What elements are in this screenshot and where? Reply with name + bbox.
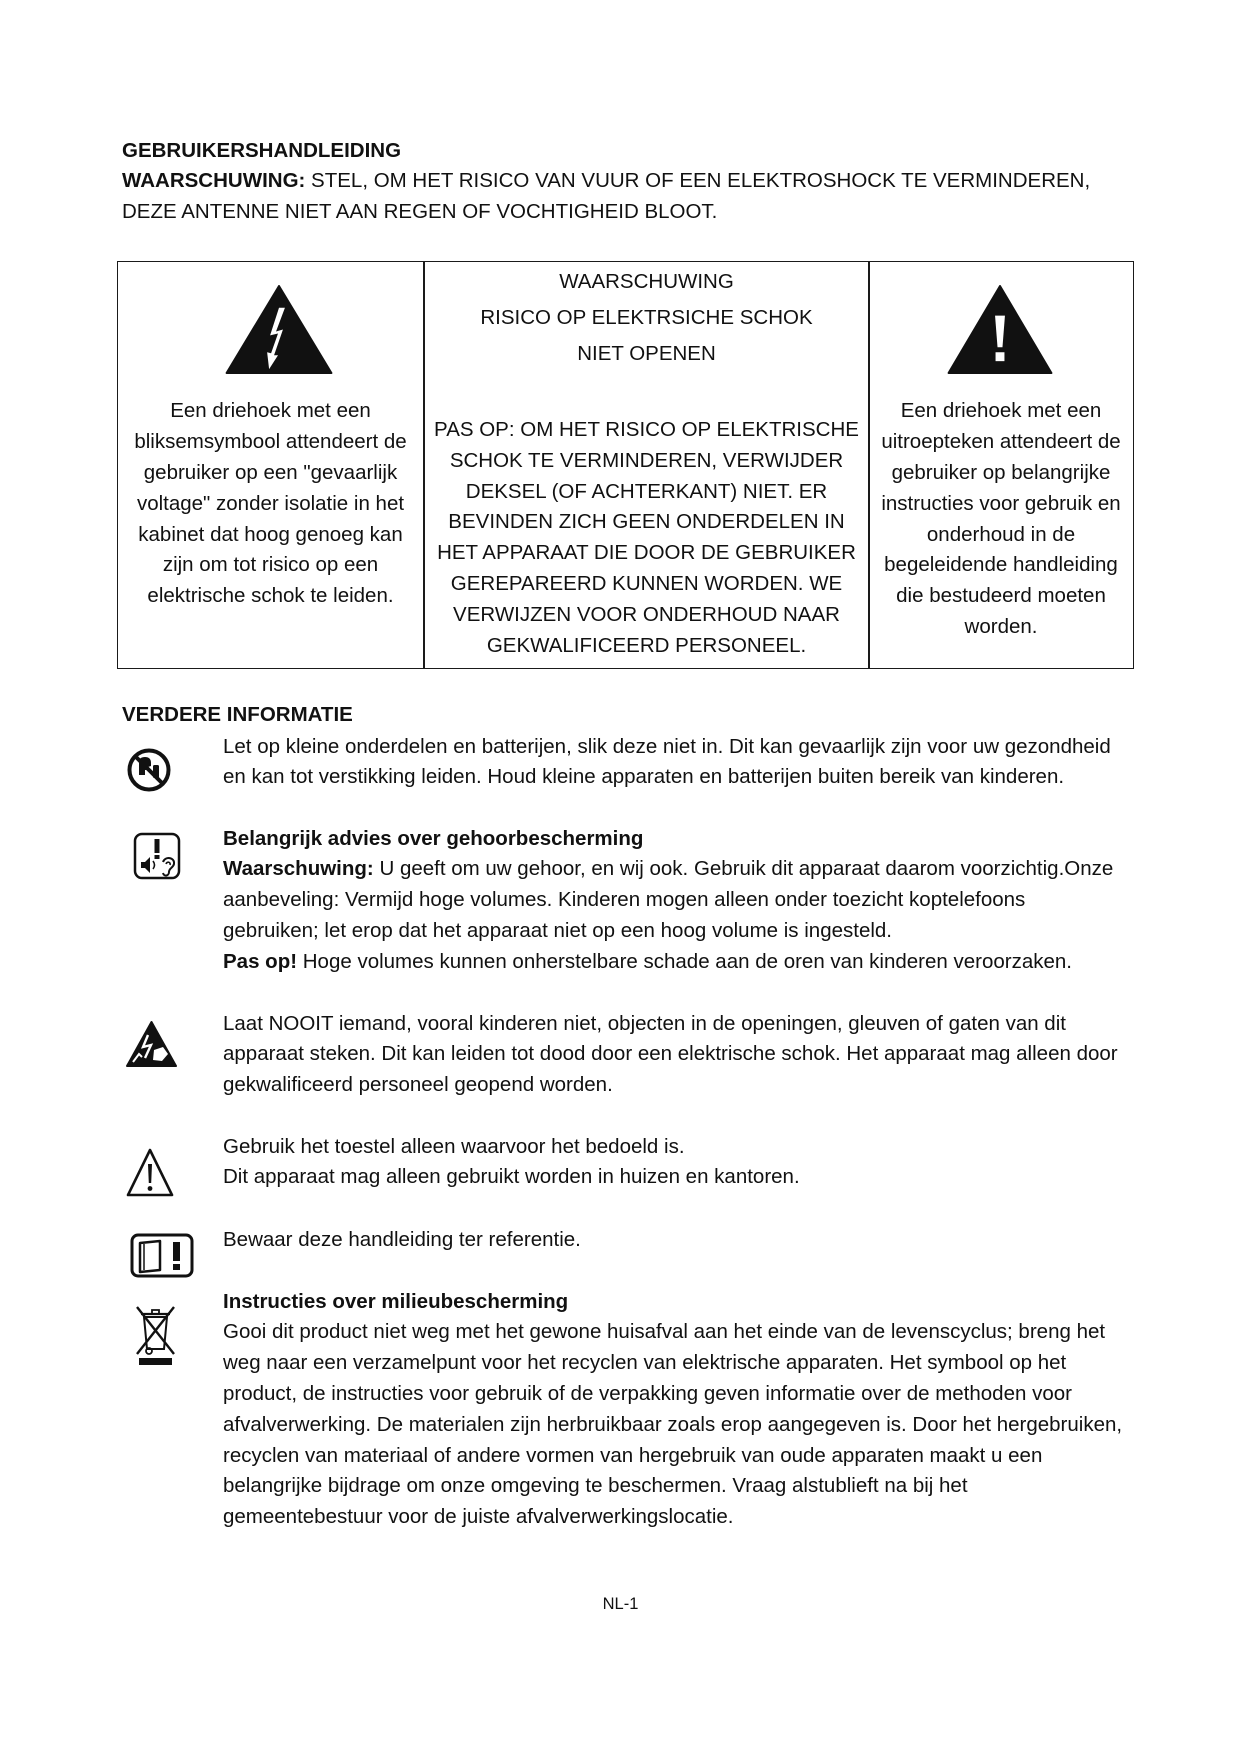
hearing-heading: Belangrijk advies over gehoorbescherming (223, 826, 644, 850)
paragraph-line: gekwalificeerd personeel geopend worden. (223, 1073, 613, 1097)
paragraph-line: en kan tot verstikking leiden. Houd kleine apparaten en batterijen buiten bereik van kinderen. (223, 765, 1065, 789)
warning-label: WAARSCHUWING: (122, 169, 306, 193)
paragraph-line: Let op kleine onderdelen en batterijen, slik deze niet in. Dit kan gevaarlijk zijn voor uw gezondheid (223, 734, 1111, 758)
middle-cell-line: GEREPAREERD KUNNEN WORDEN. WE (450, 571, 843, 595)
page-number: NL-1 (602, 1595, 639, 1613)
further-info-heading: VERDERE INFORMATIE (122, 702, 353, 726)
middle-cell-line: SCHOK TE VERMINDEREN, VERWIJDER (449, 448, 844, 472)
paragraph-line (223, 854, 1113, 885)
left-cell-text (118, 396, 423, 612)
paragraph-line: apparaat steken. Dit kan leiden tot dood door een elektrische schok. Het apparaat mag alleen door (223, 1042, 1118, 1066)
document-title: GEBRUIKERSHANDLEIDING (122, 138, 402, 162)
paragraph-line: Gooi dit product niet weg met het gewone huisafval aan het einde van de levenscyclus; breng het (223, 1320, 1106, 1344)
paragraph-line: Laat NOOIT iemand, vooral kinderen niet, objecten in de openingen, gleuven of gaten van dit (223, 1011, 1066, 1035)
middle-heading-line: NIET OPENEN (577, 342, 716, 366)
left-cell-line: gebruiker op een "gevaarlijk (143, 460, 398, 484)
intended-use-text (223, 1132, 800, 1194)
lightning-triangle-icon (224, 284, 334, 375)
hearing-warning-text: U geeft om uw gehoor, en wij ook. Gebruik dit apparaat daarom voorzichtig.Onze (379, 857, 1114, 881)
no-small-parts-icon (126, 747, 172, 793)
caution-label: Pas op! (223, 949, 298, 973)
manual-icon (130, 1233, 194, 1278)
paragraph-line: afvalverwerking. De materialen zijn herbruikbaar zoals erop aangegeven is. Door het hergebruiken, (223, 1412, 1123, 1436)
left-cell-line: elektrische schok te leiden. (147, 584, 394, 608)
left-cell-line: Een driehoek met een (170, 399, 371, 423)
paragraph-line: gebruiken; let erop dat het apparaat niet op een hoog volume is ingesteld. (223, 918, 892, 942)
hearing-warning-label: Waarschuwing: (223, 857, 374, 881)
right-cell-line: uitroepteken attendeert de (881, 430, 1121, 454)
small-parts-text (223, 732, 1111, 794)
middle-cell-line: HET APPARAAT DIE DOOR DE GEBRUIKER (437, 541, 856, 565)
middle-cell-heading (425, 264, 868, 372)
left-cell-line: voltage" zonder isolatie in het (136, 491, 405, 515)
exclamation-triangle-icon (946, 284, 1054, 375)
manual-reference-text (223, 1225, 581, 1256)
left-cell-line: bliksemsymbool attendeert de (134, 430, 407, 454)
paragraph-line (223, 947, 1113, 978)
right-cell-line: gebruiker op belangrijke (891, 460, 1111, 484)
caution-text: Hoge volumes kunnen onherstelbare schade aan de oren van kinderen veroorzaken. (302, 949, 1073, 973)
paragraph-line: Bewaar deze handleiding ter referentie. (223, 1227, 581, 1251)
middle-cell-text (425, 415, 868, 661)
middle-heading-line: WAARSCHUWING (559, 270, 734, 294)
warning-text: STEL, OM HET RISICO VAN VUUR OF EEN ELEKTROSHOCK TE VERMINDEREN, (311, 169, 1091, 193)
left-cell-line: kabinet dat hoog genoeg kan (138, 522, 403, 546)
hearing-warning-icon (133, 832, 181, 880)
middle-cell-line: DEKSEL (OF ACHTERKANT) NIET. ER (465, 479, 828, 503)
safety-warning-table (117, 261, 1134, 669)
right-cell-line: begeleidende handleiding (884, 553, 1118, 577)
electric-shock-text (223, 1009, 1118, 1101)
right-cell-line: Een driehoek met een (900, 399, 1102, 423)
paragraph-line: aanbeveling: Vermijd hoge volumes. Kinderen mogen alleen onder toezicht koptelefoons (223, 888, 1026, 912)
paragraph-line: product, de instructies voor gebruik of de verpakking geven informatie over de methoden voor (223, 1381, 1072, 1405)
paragraph-line: gemeentebestuur voor de juiste afvalverwerkingslocatie. (223, 1505, 734, 1529)
middle-cell-line: GEKWALIFICEERD PERSONEEL. (486, 633, 807, 657)
paragraph-line: Dit apparaat mag alleen gebruikt worden in huizen en kantoren. (223, 1165, 800, 1189)
right-cell-line: worden. (964, 614, 1038, 638)
paragraph-line: recyclen van materiaal of andere vormen van hergebruik van oude apparaten maakt u een (223, 1443, 1043, 1467)
left-cell-line: zijn om tot risico op een (162, 553, 379, 577)
middle-cell-line: VERWIJZEN VOOR ONDERHOUD NAAR (453, 602, 840, 626)
weee-bin-icon (133, 1303, 178, 1367)
right-cell-line: onderhoud in de (926, 522, 1076, 546)
document-header (122, 136, 1090, 228)
right-cell-line: die bestudeerd moeten (896, 584, 1106, 608)
right-cell-line: instructies voor gebruik en (881, 491, 1121, 515)
hearing-protection-text (223, 824, 1113, 978)
middle-heading-line: RISICO OP ELEKTRSICHE SCHOK (480, 306, 813, 330)
middle-cell-line: BEVINDEN ZICH GEEN ONDERDELEN IN (448, 510, 845, 534)
middle-cell-line: PAS OP: OM HET RISICO OP ELEKTRISCHE (434, 418, 859, 441)
paragraph-line: belangrijke bijdrage om onze omgeving te beschermen. Vraag alstublieft na bij het (223, 1474, 968, 1498)
right-cell-text (870, 396, 1132, 642)
paragraph-line: weg naar een verzamelpunt voor het recyclen van elektrische apparaten. Het symbool op het (223, 1351, 1067, 1375)
warning-triangle-icon (126, 1147, 174, 1198)
electric-shock-icon (125, 1020, 178, 1068)
environment-heading: Instructies over milieubescherming (223, 1289, 569, 1313)
warning-line (122, 166, 1090, 197)
paragraph-line: Gebruik het toestel alleen waarvoor het bedoeld is. (223, 1134, 685, 1158)
environment-text (223, 1287, 1122, 1533)
warning-line-2: DEZE ANTENNE NIET AAN REGEN OF VOCHTIGHEID BLOOT. (122, 200, 718, 224)
